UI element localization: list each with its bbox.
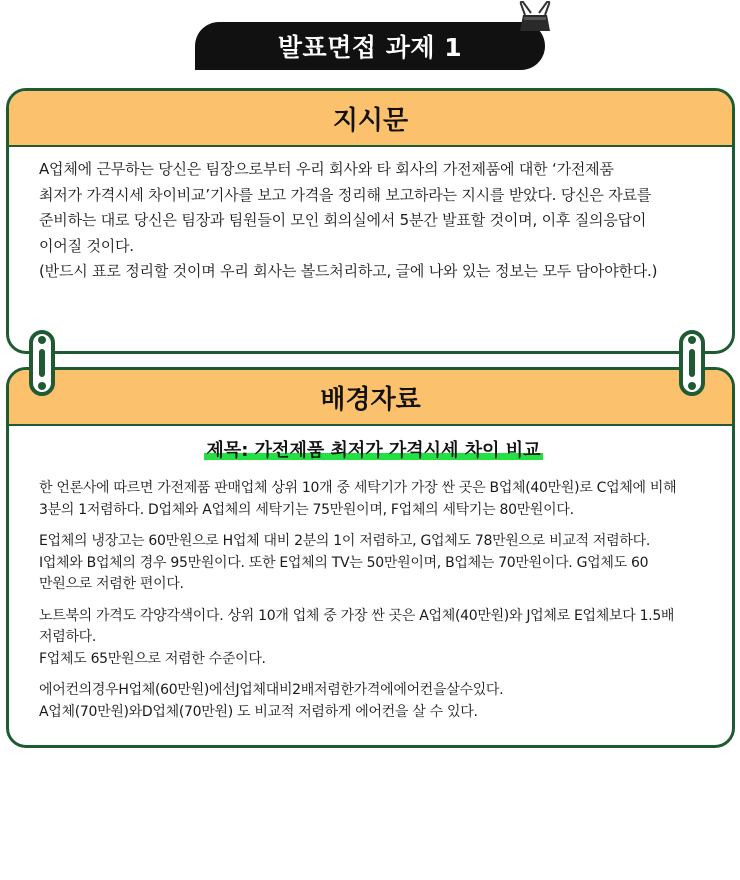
background-body	[9, 440, 732, 723]
instruction-note: (반드시 표로 정리할 것이며 우리 회사는 볼드처리하고, 글에 나와 있는 정보는 모두 담아야한다.)	[39, 262, 658, 280]
binder-clip-icon	[517, 1, 553, 33]
instruction-card	[6, 88, 735, 354]
page-title	[195, 22, 545, 70]
background-card	[6, 367, 735, 748]
instruction-line: 준비하는 대로 당신은 팀장과 팀원들이 모인 회의실에서 5분간 발표할 것이며, 이후 질의응답이	[39, 211, 647, 229]
instruction-line: 최저가 가격시세 차이비교’기사를 보고 가격을 정리해 보고하라는 지시를 받았다. 당신은 자료를	[39, 185, 652, 204]
instruction-line: 이어질 것이다.	[39, 236, 134, 255]
paragraph-line: A업체(70만원)와D업체(70만원) 도 비교적 저렴하게 에어컨을 살 수 있다.	[39, 703, 478, 720]
paragraph-line: 노트북의 가격도 각양각색이다. 상위 10개 업체 중 가장 싼 곳은 A업체(40만원)와 J업체로 E업체보다 1.5배	[39, 607, 675, 624]
instruction-heading: 지시문	[9, 91, 732, 147]
instruction-line: A업체에 근무하는 당신은 팀장으로부터 우리 회사와 타 회사의 가전제품에 대한 ‘가전제품	[39, 160, 614, 178]
ring-binder-icon	[679, 330, 705, 396]
paragraph-laptop	[39, 606, 708, 671]
paragraph-line: 한 언론사에 따르면 가전제품 판매업체 상위 10개 중 세탁기가 가장 싼 곳은 B업체(40만원)로 C업체에 비해	[39, 480, 677, 496]
paragraph-line: 만원으로 저렴한 편이다.	[39, 576, 184, 592]
background-heading: 배경자료	[9, 370, 732, 426]
paragraph-line: E업체의 냉장고는 60만원으로 H업체 대비 2분의 1이 저렴하고, G업체도 78만원으로 비교적 저렴하다.	[39, 533, 650, 549]
article-title: 제목: 가전제품 최저가 가격시세 차이 비교	[206, 440, 541, 461]
paragraph-aircon	[39, 680, 708, 723]
paragraph-fridge-tv	[39, 531, 708, 596]
paragraph-line: I업체와 B업체의 경우 95만원이다. 또한 E업체의 TV는 50만원이며, B업체는 70만원이다. G업체도 60	[39, 554, 649, 571]
paragraph-line: 3분의 1저렴하다. D업체와 A업체의 세탁기는 75만원이며, F업체의 세탁기는 80만원이다.	[39, 501, 574, 518]
instruction-body	[9, 147, 732, 285]
paragraph-line: F업체도 65만원으로 저렴한 수준이다.	[39, 650, 266, 667]
paragraph-washer	[39, 478, 708, 521]
ring-binder-icon	[29, 330, 55, 396]
paragraph-line: 저렴하다.	[39, 629, 97, 645]
page-title-text: 발표면접 과제 1	[277, 33, 463, 62]
paragraph-line: 에어컨의경우H업체(60만원)에선J업체대비2배저렴한가격에에어컨을살수있다.	[39, 682, 504, 698]
